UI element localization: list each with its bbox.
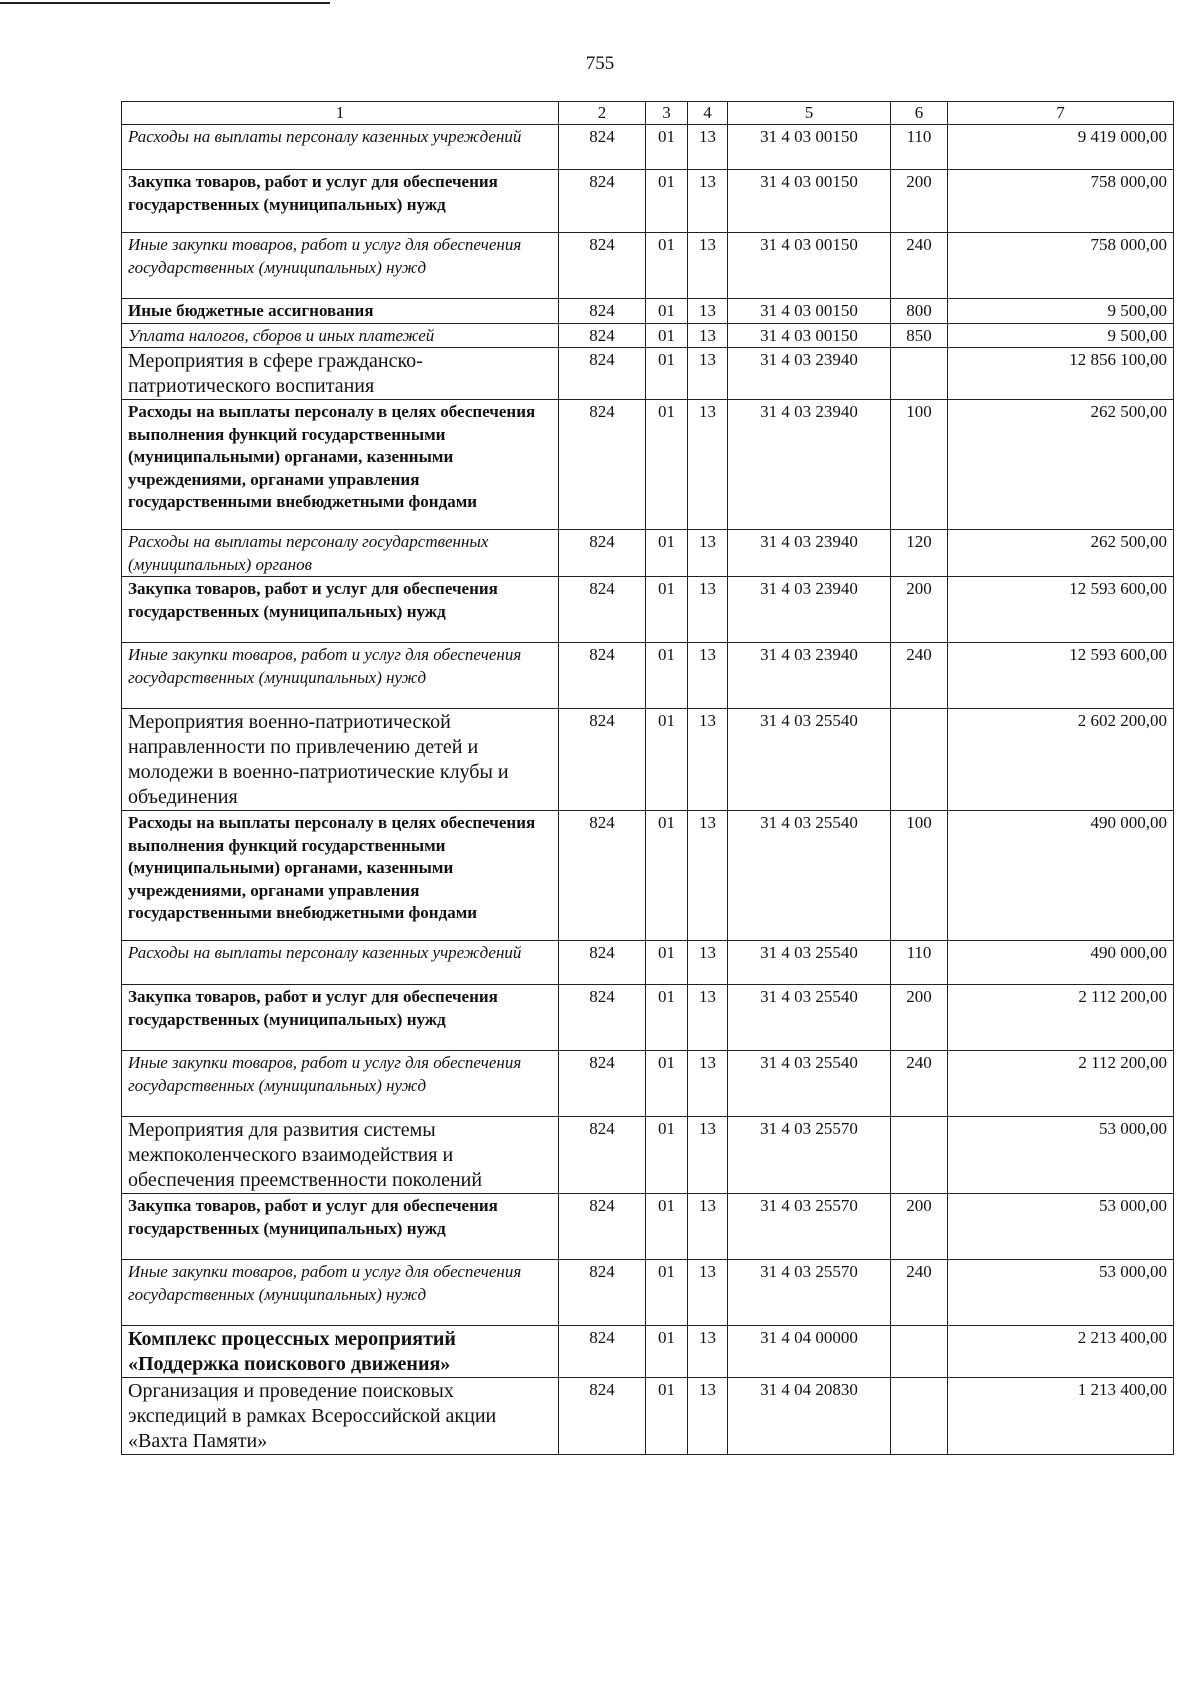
gr-code: 824 [559, 233, 646, 299]
amount: 262 500,00 [948, 530, 1174, 577]
column-header: 1 [122, 102, 559, 125]
row-name: Закупка товаров, работ и услуг для обеспечения государственных (муниципальных) нужд [122, 985, 559, 1051]
subsection-code: 13 [688, 643, 728, 709]
row-name: Организация и проведение поисковых экспедиций в рамках Всероссийской акции «Вахта Памяти» [122, 1378, 559, 1455]
column-header: 3 [646, 102, 688, 125]
row-name: Иные закупки товаров, работ и услуг для обеспечения государственных (муниципальных) нужд [122, 643, 559, 709]
row-name: Мероприятия военно-патриотической направленности по привлечению детей и молодежи в военно-патриотические клубы и объединения [122, 709, 559, 811]
target-article-code: 31 4 03 23940 [728, 348, 891, 400]
subsection-code: 13 [688, 400, 728, 530]
table-row [122, 1194, 1174, 1260]
table-row [122, 125, 1174, 170]
row-name: Расходы на выплаты персоналу в целях обеспечения выполнения функций государственными (муниципальными) органами, казенными учреждениями, органами управления государственными внебюджетными фондами [122, 811, 559, 941]
amount: 758 000,00 [948, 233, 1174, 299]
gr-code: 824 [559, 1117, 646, 1194]
section-code: 01 [646, 811, 688, 941]
gr-code: 824 [559, 1326, 646, 1378]
amount: 12 593 600,00 [948, 577, 1174, 643]
section-code: 01 [646, 643, 688, 709]
gr-code: 824 [559, 811, 646, 941]
table-row [122, 577, 1174, 643]
table-row [122, 233, 1174, 299]
expense-type-code [891, 1326, 948, 1378]
top-rule [0, 2, 330, 4]
amount: 12 856 100,00 [948, 348, 1174, 400]
section-code: 01 [646, 530, 688, 577]
section-code: 01 [646, 1378, 688, 1455]
expense-type-code: 800 [891, 299, 948, 324]
subsection-code: 13 [688, 1326, 728, 1378]
section-code: 01 [646, 1051, 688, 1117]
section-code: 01 [646, 577, 688, 643]
subsection-code: 13 [688, 530, 728, 577]
subsection-code: 13 [688, 1378, 728, 1455]
row-name: Мероприятия для развития системы межпоколенческого взаимодействия и обеспечения преемственности поколений [122, 1117, 559, 1194]
expense-type-code [891, 348, 948, 400]
table-row [122, 643, 1174, 709]
expense-type-code: 240 [891, 643, 948, 709]
table-row [122, 348, 1174, 400]
expense-type-code [891, 1378, 948, 1455]
section-code: 01 [646, 125, 688, 170]
gr-code: 824 [559, 1051, 646, 1117]
table-row [122, 530, 1174, 577]
table-row [122, 709, 1174, 811]
row-name: Иные бюджетные ассигнования [122, 299, 559, 324]
page-number: 755 [585, 53, 615, 74]
target-article-code: 31 4 03 25570 [728, 1194, 891, 1260]
target-article-code: 31 4 03 00150 [728, 170, 891, 233]
target-article-code: 31 4 03 00150 [728, 299, 891, 324]
expense-type-code [891, 1117, 948, 1194]
target-article-code: 31 4 03 25540 [728, 941, 891, 985]
target-article-code: 31 4 03 25540 [728, 985, 891, 1051]
subsection-code: 13 [688, 941, 728, 985]
amount: 1 213 400,00 [948, 1378, 1174, 1455]
amount: 2 112 200,00 [948, 985, 1174, 1051]
table-row [122, 323, 1174, 348]
target-article-code: 31 4 03 23940 [728, 530, 891, 577]
budget-table [121, 101, 1174, 1455]
row-name: Закупка товаров, работ и услуг для обеспечения государственных (муниципальных) нужд [122, 1194, 559, 1260]
gr-code: 824 [559, 709, 646, 811]
amount: 490 000,00 [948, 941, 1174, 985]
subsection-code: 13 [688, 709, 728, 811]
target-article-code: 31 4 03 25540 [728, 1051, 891, 1117]
section-code: 01 [646, 709, 688, 811]
expense-type-code: 110 [891, 941, 948, 985]
target-article-code: 31 4 03 00150 [728, 323, 891, 348]
gr-code: 824 [559, 985, 646, 1051]
row-name: Иные закупки товаров, работ и услуг для обеспечения государственных (муниципальных) нужд [122, 1051, 559, 1117]
table-row [122, 1378, 1174, 1455]
expense-type-code [891, 709, 948, 811]
gr-code: 824 [559, 643, 646, 709]
row-name: Расходы на выплаты персоналу казенных учреждений [122, 125, 559, 170]
table-row [122, 400, 1174, 530]
column-header: 6 [891, 102, 948, 125]
subsection-code: 13 [688, 170, 728, 233]
amount: 53 000,00 [948, 1117, 1174, 1194]
subsection-code: 13 [688, 125, 728, 170]
row-name: Закупка товаров, работ и услуг для обеспечения государственных (муниципальных) нужд [122, 170, 559, 233]
expense-type-code: 850 [891, 323, 948, 348]
subsection-code: 13 [688, 348, 728, 400]
expense-type-code: 240 [891, 1260, 948, 1326]
amount: 53 000,00 [948, 1260, 1174, 1326]
amount: 490 000,00 [948, 811, 1174, 941]
expense-type-code: 110 [891, 125, 948, 170]
target-article-code: 31 4 03 25540 [728, 709, 891, 811]
gr-code: 824 [559, 1260, 646, 1326]
target-article-code: 31 4 03 23940 [728, 643, 891, 709]
target-article-code: 31 4 03 00150 [728, 233, 891, 299]
amount: 9 419 000,00 [948, 125, 1174, 170]
table-row [122, 1051, 1174, 1117]
gr-code: 824 [559, 577, 646, 643]
target-article-code: 31 4 03 23940 [728, 577, 891, 643]
budget-table-body [122, 102, 1174, 1455]
table-row [122, 811, 1174, 941]
gr-code: 824 [559, 530, 646, 577]
expense-type-code: 200 [891, 1194, 948, 1260]
column-header: 2 [559, 102, 646, 125]
subsection-code: 13 [688, 1194, 728, 1260]
subsection-code: 13 [688, 323, 728, 348]
amount: 758 000,00 [948, 170, 1174, 233]
gr-code: 824 [559, 170, 646, 233]
section-code: 01 [646, 1326, 688, 1378]
section-code: 01 [646, 323, 688, 348]
row-name: Иные закупки товаров, работ и услуг для обеспечения государственных (муниципальных) нужд [122, 233, 559, 299]
amount: 2 602 200,00 [948, 709, 1174, 811]
subsection-code: 13 [688, 577, 728, 643]
gr-code: 824 [559, 348, 646, 400]
expense-type-code: 100 [891, 400, 948, 530]
table-header-row [122, 102, 1174, 125]
row-name: Закупка товаров, работ и услуг для обеспечения государственных (муниципальных) нужд [122, 577, 559, 643]
gr-code: 824 [559, 941, 646, 985]
expense-type-code: 100 [891, 811, 948, 941]
amount: 12 593 600,00 [948, 643, 1174, 709]
expense-type-code: 200 [891, 577, 948, 643]
expense-type-code: 240 [891, 1051, 948, 1117]
row-name: Расходы на выплаты персоналу казенных учреждений [122, 941, 559, 985]
subsection-code: 13 [688, 299, 728, 324]
section-code: 01 [646, 1260, 688, 1326]
subsection-code: 13 [688, 1051, 728, 1117]
row-name: Комплекс процессных мероприятий «Поддержка поискового движения» [122, 1326, 559, 1378]
table-row [122, 941, 1174, 985]
subsection-code: 13 [688, 811, 728, 941]
target-article-code: 31 4 03 25570 [728, 1117, 891, 1194]
gr-code: 824 [559, 1194, 646, 1260]
subsection-code: 13 [688, 1117, 728, 1194]
section-code: 01 [646, 348, 688, 400]
column-header: 7 [948, 102, 1174, 125]
section-code: 01 [646, 400, 688, 530]
row-name: Расходы на выплаты персоналу в целях обеспечения выполнения функций государственными (муниципальными) органами, казенными учреждениями, органами управления государственными внебюджетными фондами [122, 400, 559, 530]
gr-code: 824 [559, 1378, 646, 1455]
amount: 2 112 200,00 [948, 1051, 1174, 1117]
expense-type-code: 240 [891, 233, 948, 299]
row-name: Иные закупки товаров, работ и услуг для обеспечения государственных (муниципальных) нужд [122, 1260, 559, 1326]
section-code: 01 [646, 233, 688, 299]
table-row [122, 985, 1174, 1051]
amount: 2 213 400,00 [948, 1326, 1174, 1378]
gr-code: 824 [559, 400, 646, 530]
subsection-code: 13 [688, 1260, 728, 1326]
amount: 9 500,00 [948, 323, 1174, 348]
table-row [122, 170, 1174, 233]
row-name: Уплата налогов, сборов и иных платежей [122, 323, 559, 348]
subsection-code: 13 [688, 233, 728, 299]
section-code: 01 [646, 1194, 688, 1260]
target-article-code: 31 4 03 23940 [728, 400, 891, 530]
table-row [122, 1117, 1174, 1194]
amount: 262 500,00 [948, 400, 1174, 530]
row-name: Мероприятия в сфере гражданско-патриотического воспитания [122, 348, 559, 400]
amount: 53 000,00 [948, 1194, 1174, 1260]
target-article-code: 31 4 04 20830 [728, 1378, 891, 1455]
row-name: Расходы на выплаты персоналу государственных (муниципальных) органов [122, 530, 559, 577]
target-article-code: 31 4 03 25540 [728, 811, 891, 941]
column-header: 4 [688, 102, 728, 125]
target-article-code: 31 4 03 00150 [728, 125, 891, 170]
column-header: 5 [728, 102, 891, 125]
section-code: 01 [646, 299, 688, 324]
section-code: 01 [646, 985, 688, 1051]
section-code: 01 [646, 1117, 688, 1194]
table-row [122, 1260, 1174, 1326]
gr-code: 824 [559, 299, 646, 324]
section-code: 01 [646, 941, 688, 985]
gr-code: 824 [559, 125, 646, 170]
subsection-code: 13 [688, 985, 728, 1051]
table-row [122, 1326, 1174, 1378]
expense-type-code: 120 [891, 530, 948, 577]
expense-type-code: 200 [891, 985, 948, 1051]
expense-type-code: 200 [891, 170, 948, 233]
amount: 9 500,00 [948, 299, 1174, 324]
target-article-code: 31 4 04 00000 [728, 1326, 891, 1378]
gr-code: 824 [559, 323, 646, 348]
table-row [122, 299, 1174, 324]
section-code: 01 [646, 170, 688, 233]
target-article-code: 31 4 03 25570 [728, 1260, 891, 1326]
